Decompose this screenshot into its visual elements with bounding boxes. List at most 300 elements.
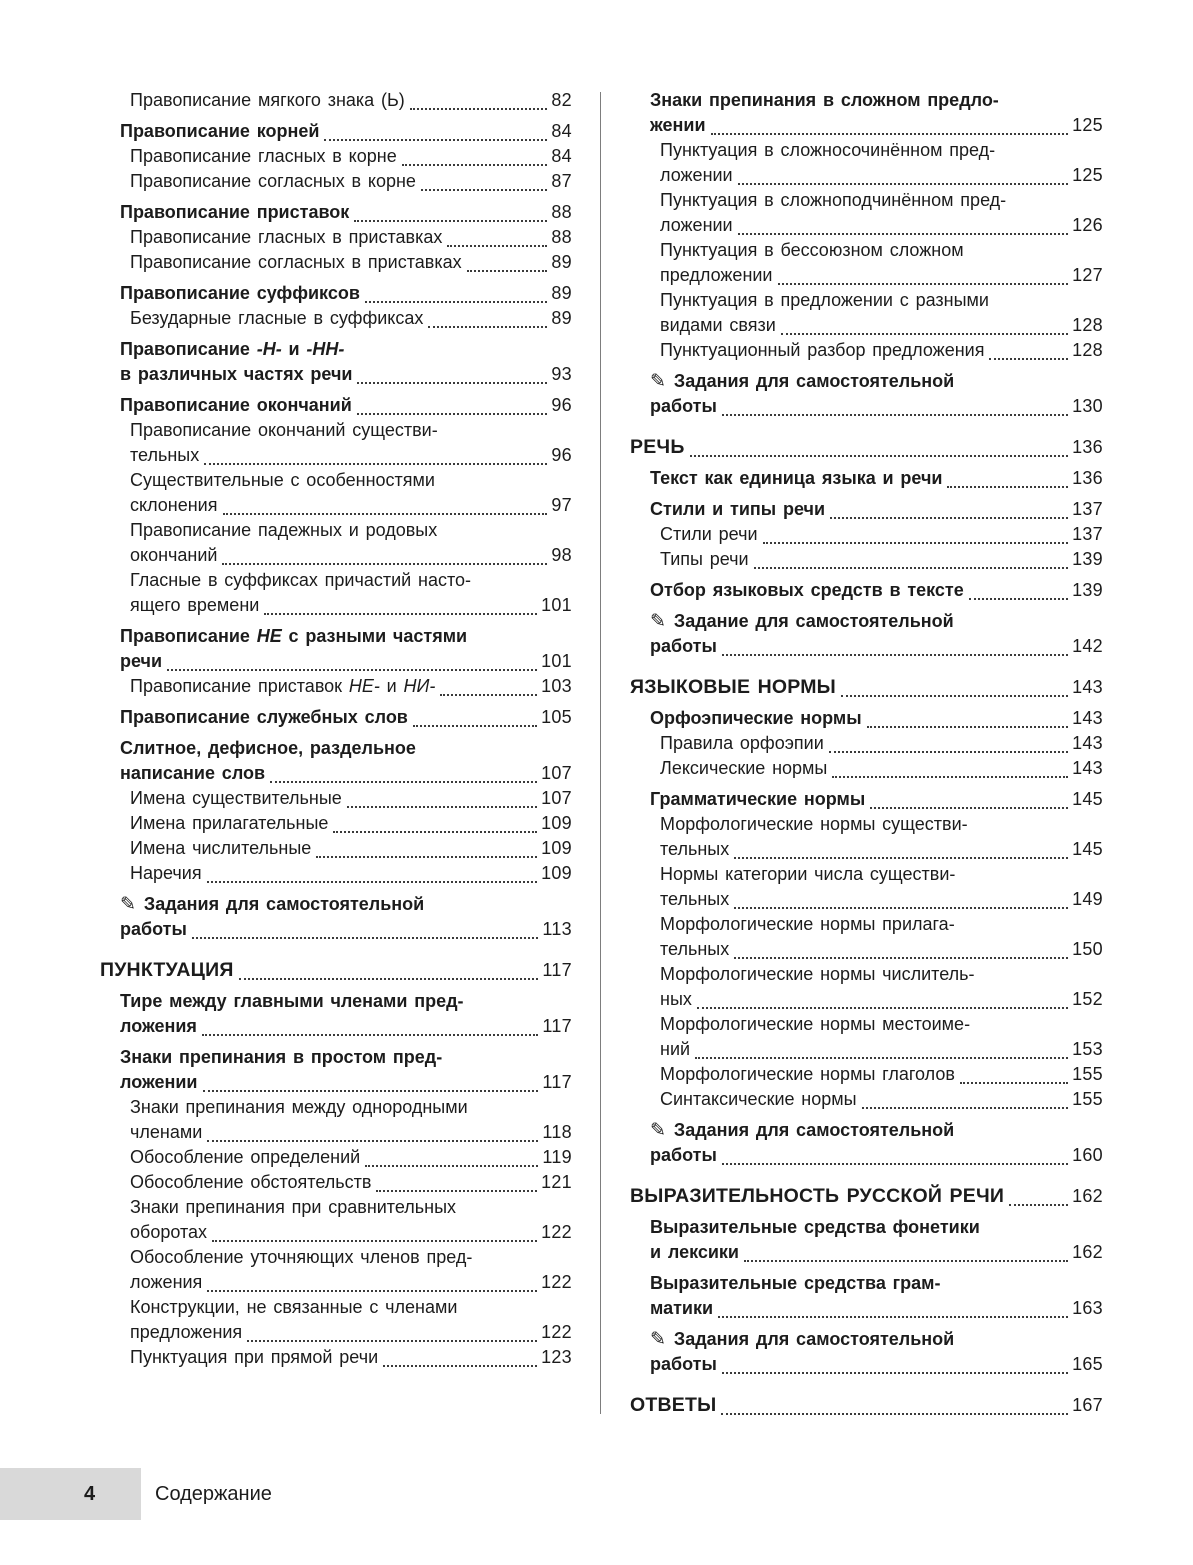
dot-leader: [357, 382, 547, 384]
dot-leader: [402, 164, 548, 166]
dot-leader: [781, 333, 1068, 335]
toc-entry-title: Синтаксические нормы: [660, 1089, 857, 1109]
toc-entry: [660, 812, 1103, 862]
toc-entry: [660, 138, 1103, 188]
toc-entry-line: [120, 917, 572, 942]
toc-entry-line: [120, 892, 572, 917]
toc-entry-text-segment: -НН-: [306, 339, 345, 359]
toc-entry: [650, 609, 1103, 659]
toc-entry-title: написание слов: [120, 763, 266, 783]
toc-entry-line: [120, 119, 572, 144]
toc-entry-title: Пунктуация при прямой речи: [130, 1347, 379, 1367]
toc-entry-page-number: 109: [541, 863, 572, 883]
dot-leader: [203, 1090, 539, 1092]
toc-column-right: [630, 88, 1103, 1418]
toc-entry-line: [660, 1087, 1103, 1112]
toc-entry-title: Правописание окончаний существи-: [130, 420, 438, 440]
toc-entry-title: предложении: [660, 265, 773, 285]
toc-entry: [130, 88, 572, 113]
toc-entry: [130, 836, 572, 861]
toc-entry-page-number: 128: [1072, 340, 1103, 360]
toc-entry-title: Выразительные средства грам-: [650, 1273, 941, 1293]
dot-leader: [192, 937, 539, 939]
dot-leader: [239, 978, 539, 980]
toc-entry-title: Грамматические нормы: [650, 789, 866, 809]
toc-entry-line: [120, 624, 572, 649]
toc-entry-line: [660, 756, 1103, 781]
toc-entry-text-segment: Правописание приставок: [130, 676, 349, 696]
toc-entry: [660, 1062, 1103, 1087]
pencil-icon: ✎: [650, 611, 666, 632]
toc-entry-page-number: 89: [551, 308, 572, 328]
toc-entry-line: [660, 547, 1103, 572]
toc-entry-title: и лексики: [650, 1242, 739, 1262]
toc-entry-line: [130, 169, 572, 194]
toc-entry: [130, 1245, 572, 1295]
toc-entry: [660, 912, 1103, 962]
toc-entry-title: ложении: [660, 165, 733, 185]
toc-entry-title: Обособление обстоятельств: [130, 1172, 372, 1192]
toc-entry-line: [120, 393, 572, 418]
toc-entry-line: [130, 306, 572, 331]
toc-entry-page-number: 127: [1072, 265, 1103, 285]
toc-entry-line: [120, 761, 572, 786]
dot-leader: [1009, 1204, 1068, 1206]
toc-entry: [660, 1012, 1103, 1062]
dot-leader: [421, 189, 547, 191]
dot-leader: [410, 108, 548, 110]
toc-entry-line: [660, 288, 1103, 313]
dot-leader: [778, 283, 1069, 285]
toc-entry-page-number: 109: [541, 838, 572, 858]
toc-entry-line: [660, 887, 1103, 912]
dot-leader: [270, 781, 537, 783]
toc-entry-page-number: 117: [542, 960, 572, 980]
toc-entry-title: тельных: [660, 889, 730, 909]
toc-entry-page-number: 126: [1072, 215, 1103, 235]
toc-entry-page-number: 125: [1072, 115, 1103, 135]
dot-leader: [357, 413, 548, 415]
toc-entry-line: [130, 1170, 572, 1195]
dot-leader: [207, 1140, 538, 1142]
toc-entry-page-number: 143: [1072, 758, 1103, 778]
toc-entry-page-number: 153: [1072, 1039, 1103, 1059]
toc-entry: [130, 1145, 572, 1170]
toc-entry-title: оборотах: [130, 1222, 208, 1242]
pencil-icon: ✎: [120, 894, 136, 915]
toc-entry-line: [120, 200, 572, 225]
toc-entry-page-number: 109: [541, 813, 572, 833]
toc-entry-text-segment: с разными частями: [281, 626, 468, 646]
toc-entry-page-number: 143: [1072, 733, 1103, 753]
toc-entry-line: [130, 811, 572, 836]
toc-entry: [130, 861, 572, 886]
toc-entry-text-segment: и: [281, 339, 307, 359]
toc-entry-title: Правописание согласных в корне: [130, 171, 416, 191]
toc-entry-page-number: 137: [1072, 524, 1103, 544]
toc-entry: [650, 1327, 1103, 1377]
toc-entry: [130, 518, 572, 568]
toc-entry: [660, 547, 1103, 572]
toc-entry-title: Наречия: [130, 863, 202, 883]
toc-entry-line: [130, 418, 572, 443]
dot-leader: [204, 463, 547, 465]
toc-entry-line: [120, 705, 572, 730]
toc-entry-title: [120, 337, 344, 362]
toc-entry-title: ✎ Задание для самостоятельной: [650, 611, 954, 632]
toc-entry-title: ✎ Задания для самостоятельной: [650, 1120, 955, 1141]
toc-entry-page-number: 101: [541, 651, 572, 671]
toc-entry-title: Имена существительные: [130, 788, 342, 808]
column-divider: [600, 92, 601, 1414]
toc-column-left: [100, 88, 572, 1370]
toc-entry: [660, 338, 1103, 363]
toc-entry-title: Знаки препинания между однородными: [130, 1097, 468, 1117]
toc-entry-title: Имена прилагательные: [130, 813, 329, 833]
toc-entry-line: [130, 593, 572, 618]
toc-entry-title: матики: [650, 1298, 714, 1318]
dot-leader: [202, 1034, 538, 1036]
toc-entry: [660, 862, 1103, 912]
toc-entry-line: [660, 912, 1103, 937]
toc-entry-page-number: 84: [551, 121, 572, 141]
toc-entry-line: [660, 163, 1103, 188]
toc-entry-title: ложении: [660, 215, 733, 235]
toc-entry: [650, 466, 1103, 491]
toc-entry-page-number: 142: [1072, 636, 1103, 656]
toc-entry-title: Морфологические нормы глаголов: [660, 1064, 955, 1084]
toc-entry-line: [660, 862, 1103, 887]
dot-leader: [829, 751, 1068, 753]
toc-entry: [120, 119, 572, 144]
toc-entry-line: [130, 1120, 572, 1145]
dot-leader: [347, 806, 537, 808]
dot-leader: [711, 133, 1069, 135]
toc-entry-title: [120, 624, 467, 649]
toc-entry: [630, 435, 1103, 460]
toc-entry-line: [130, 88, 572, 113]
dot-leader: [969, 598, 1068, 600]
toc-entry-line: [650, 1240, 1103, 1265]
toc-entry-line: [650, 1215, 1103, 1240]
toc-entry-line: [130, 1320, 572, 1345]
toc-entry-title: ложения: [130, 1272, 203, 1292]
toc-entry-title: Типы речи: [660, 549, 749, 569]
toc-entry-line: [130, 144, 572, 169]
dot-leader: [754, 567, 1068, 569]
toc-entry-line: [120, 281, 572, 306]
dot-leader: [870, 807, 1068, 809]
toc-entry-text-segment: НИ-: [403, 676, 436, 696]
toc-entry-page-number: 136: [1072, 437, 1103, 457]
dot-leader: [690, 455, 1069, 457]
toc-entry-line: [660, 213, 1103, 238]
toc-entry-title: Слитное, дефисное, раздельное: [120, 738, 416, 758]
toc-entry: [130, 468, 572, 518]
toc-entry: [130, 786, 572, 811]
toc-entry-title: Пунктуация в сложносочинённом пред-: [660, 140, 996, 160]
toc-entry-line: [130, 1270, 572, 1295]
toc-entry-line: [660, 731, 1103, 756]
toc-entry-line: [650, 369, 1103, 394]
dot-leader: [697, 1007, 1068, 1009]
dot-leader: [718, 1316, 1068, 1318]
toc-entry-title: Конструкции, не связанные с членами: [130, 1297, 458, 1317]
toc-entry: [650, 88, 1103, 138]
toc-entry-line: [650, 1352, 1103, 1377]
toc-entry-title: ложении: [120, 1072, 198, 1092]
toc-entry-title: Правописание мягкого знака (Ь): [130, 90, 405, 110]
toc-entry-page-number: 96: [551, 445, 572, 465]
toc-entry-line: [650, 497, 1103, 522]
toc-entry-line: [650, 578, 1103, 603]
toc-entry-page-number: 97: [551, 495, 572, 515]
toc-entry-line: [130, 443, 572, 468]
toc-entry-line: [630, 675, 1103, 700]
toc-entry-title: жении: [650, 115, 706, 135]
toc-entry-line: [650, 466, 1103, 491]
pencil-icon: ✎: [650, 1329, 666, 1350]
toc-entry-page-number: 103: [541, 676, 572, 696]
toc-entry-line: [120, 1045, 572, 1070]
toc-entry: [120, 624, 572, 674]
toc-entry: [130, 1295, 572, 1345]
toc-entry: [130, 674, 572, 699]
toc-entry: [650, 1271, 1103, 1321]
toc-entry-title: Правописание падежных и родовых: [130, 520, 438, 540]
dot-leader: [324, 139, 547, 141]
toc-entry: [100, 958, 572, 983]
toc-entry-line: [130, 568, 572, 593]
toc-entry-line: [660, 188, 1103, 213]
toc-entry: [650, 1215, 1103, 1265]
page-footer: [0, 1468, 272, 1520]
toc-entry: [130, 225, 572, 250]
toc-entry-page-number: 160: [1072, 1145, 1103, 1165]
toc-entry-line: [120, 989, 572, 1014]
toc-entry-line: [130, 468, 572, 493]
toc-entry-title: окончаний: [130, 545, 218, 565]
toc-entry-line: [130, 786, 572, 811]
toc-entry-page-number: 125: [1072, 165, 1103, 185]
toc-entry-line: [130, 1220, 572, 1245]
toc-entry-line: [660, 522, 1103, 547]
toc-entry-title: Морфологические нормы местоиме-: [660, 1014, 971, 1034]
toc-entry-line: [660, 238, 1103, 263]
toc-entry-text-segment: НЕ-: [348, 676, 380, 696]
toc-entry-title: Морфологические нормы прилага-: [660, 914, 955, 934]
toc-entry-line: [650, 1327, 1103, 1352]
toc-entry-title: ✎ Задания для самостоятельной: [650, 1329, 955, 1350]
toc-entry-title: Правописание служебных слов: [120, 707, 408, 727]
toc-entry-line: [130, 836, 572, 861]
toc-entry: [120, 200, 572, 225]
toc-entry-page-number: 89: [551, 283, 572, 303]
toc-entry-title: Гласные в суффиксах причастий насто-: [130, 570, 472, 590]
toc-entry-line: [660, 263, 1103, 288]
toc-entry-title: Имена числительные: [130, 838, 312, 858]
toc-entry-title: Безударные гласные в суффиксах: [130, 308, 424, 328]
toc-entry-page-number: 149: [1072, 889, 1103, 909]
toc-entry-page-number: 122: [541, 1272, 572, 1292]
toc-entry: [130, 306, 572, 331]
toc-entry-line: [650, 787, 1103, 812]
toc-entry-page-number: 105: [541, 707, 572, 727]
toc-entry-title: Правописание суффиксов: [120, 283, 360, 303]
toc-entry-title: ✎ Задания для самостоятельной: [120, 894, 425, 915]
toc-entry-page-number: 155: [1072, 1064, 1103, 1084]
toc-entry-page-number: 107: [541, 763, 572, 783]
toc-entry-title: ний: [660, 1039, 691, 1059]
toc-entry-text-segment: -Н-: [256, 339, 282, 359]
toc-entry-title: ✎ Задания для самостоятельной: [650, 371, 955, 392]
dot-leader: [738, 183, 1068, 185]
toc-entry-page-number: 139: [1072, 549, 1103, 569]
toc-entry: [660, 288, 1103, 338]
toc-entry-line: [660, 937, 1103, 962]
toc-entry-page-number: 82: [551, 90, 572, 110]
toc-entry-line: [650, 609, 1103, 634]
dot-leader: [447, 245, 547, 247]
toc-entry-title: ложения: [120, 1016, 197, 1036]
toc-entry-page-number: 96: [551, 395, 572, 415]
toc-entry: [650, 369, 1103, 419]
dot-leader: [467, 270, 548, 272]
toc-entry-title: предложения: [130, 1322, 243, 1342]
toc-entry-line: [130, 518, 572, 543]
toc-entry-line: [630, 1184, 1103, 1209]
toc-entry-title: Морфологические нормы числитель-: [660, 964, 975, 984]
toc-entry-text-segment: НЕ: [256, 626, 282, 646]
toc-entry-line: [630, 435, 1103, 460]
toc-entry-title: Орфоэпические нормы: [650, 708, 862, 728]
toc-entry-page-number: 155: [1072, 1089, 1103, 1109]
toc-entry-title: тельных: [130, 445, 200, 465]
toc-entry: [650, 578, 1103, 603]
toc-entry-title: Правописание приставок: [120, 202, 350, 222]
toc-entry: [120, 1045, 572, 1095]
dot-leader: [247, 1340, 537, 1342]
toc-entry-page-number: 137: [1072, 499, 1103, 519]
toc-entry-line: [130, 250, 572, 275]
toc-entry-title: ЯЗЫКОВЫЕ НОРМЫ: [630, 676, 836, 698]
toc-entry-line: [130, 1145, 572, 1170]
dot-leader: [207, 1290, 537, 1292]
toc-entry-line: [660, 313, 1103, 338]
toc-entry: [130, 811, 572, 836]
toc-entry-page-number: 143: [1072, 677, 1103, 697]
toc-entry-page-number: 117: [542, 1072, 572, 1092]
dot-leader: [989, 358, 1068, 360]
toc-entry: [630, 1184, 1103, 1209]
dot-leader: [440, 694, 537, 696]
toc-entry-page-number: 118: [542, 1122, 572, 1142]
toc-entry-title: работы: [650, 1145, 717, 1165]
toc-entry-title: работы: [650, 1354, 717, 1374]
toc-entry: [650, 497, 1103, 522]
toc-entry-page-number: 84: [551, 146, 572, 166]
toc-entry: [130, 169, 572, 194]
toc-entry-title: Правописание согласных в приставках: [130, 252, 462, 272]
dot-leader: [721, 1413, 1068, 1415]
toc-entry-page-number: 162: [1072, 1242, 1103, 1262]
toc-entry: [660, 238, 1103, 288]
toc-entry-line: [630, 1393, 1103, 1418]
toc-entry: [630, 675, 1103, 700]
toc-entry-page-number: 143: [1072, 708, 1103, 728]
toc-entry: [660, 756, 1103, 781]
toc-entry-title: ВЫРАЗИТЕЛЬНОСТЬ РУССКОЙ РЕЧИ: [630, 1185, 1005, 1207]
toc-entry-page-number: 162: [1072, 1186, 1103, 1206]
toc-entry: [130, 1345, 572, 1370]
toc-entry: [660, 731, 1103, 756]
toc-entry: [130, 1195, 572, 1245]
dot-leader: [333, 831, 537, 833]
dot-leader: [316, 856, 537, 858]
toc-entry-line: [120, 337, 572, 362]
toc-entry-line: [660, 1037, 1103, 1062]
toc-entry-title: ных: [660, 989, 692, 1009]
toc-entry-line: [650, 113, 1103, 138]
dot-leader: [365, 301, 547, 303]
toc-entry: [130, 144, 572, 169]
toc-entry-title: Правописание корней: [120, 121, 320, 141]
dot-leader: [354, 220, 547, 222]
toc-entry: [120, 989, 572, 1039]
toc-entry-title: Обособление уточняющих членов пред-: [130, 1247, 473, 1267]
dot-leader: [867, 726, 1068, 728]
toc-entry-line: [650, 1143, 1103, 1168]
toc-entry-line: [650, 634, 1103, 659]
toc-entry: [130, 1170, 572, 1195]
toc-entry: [120, 393, 572, 418]
toc-entry-title: Пунктуационный разбор предложения: [660, 340, 985, 360]
toc-entry: [120, 892, 572, 942]
toc-entry-title: Морфологические нормы существи-: [660, 814, 968, 834]
toc-entry-line: [130, 1345, 572, 1370]
toc-entry-page-number: 88: [551, 227, 572, 247]
toc-entry-page-number: 117: [542, 1016, 572, 1036]
toc-entry-title: Правописание гласных в корне: [130, 146, 397, 166]
toc-entry-line: [660, 812, 1103, 837]
toc-entry-line: [660, 338, 1103, 363]
toc-entry-title: Существительные с особенностями: [130, 470, 435, 490]
toc-entry-line: [650, 1118, 1103, 1143]
dot-leader: [365, 1165, 538, 1167]
dot-leader: [763, 542, 1069, 544]
toc-entry-text-segment: Правописание: [120, 339, 257, 359]
toc-entry: [650, 1118, 1103, 1168]
toc-entry-title: Пунктуация в предложении с разными: [660, 290, 989, 310]
toc-entry: [630, 1393, 1103, 1418]
dot-leader: [383, 1365, 537, 1367]
dot-leader: [734, 907, 1068, 909]
page-number-box: [0, 1468, 141, 1520]
toc-entry: [660, 1087, 1103, 1112]
toc-entry-page-number: 139: [1072, 580, 1103, 600]
toc-entry-title: Нормы категории числа существи-: [660, 864, 956, 884]
toc-entry-line: [660, 1062, 1103, 1087]
toc-entry-title: в различных частях речи: [120, 364, 353, 384]
toc-entry-page-number: 165: [1072, 1354, 1103, 1374]
toc-entry-page-number: 136: [1072, 468, 1103, 488]
dot-leader: [376, 1190, 537, 1192]
toc-entry-line: [130, 225, 572, 250]
toc-entry-page-number: 89: [551, 252, 572, 272]
dot-leader: [722, 1163, 1068, 1165]
toc-entry-line: [130, 1295, 572, 1320]
dot-leader: [264, 613, 537, 615]
